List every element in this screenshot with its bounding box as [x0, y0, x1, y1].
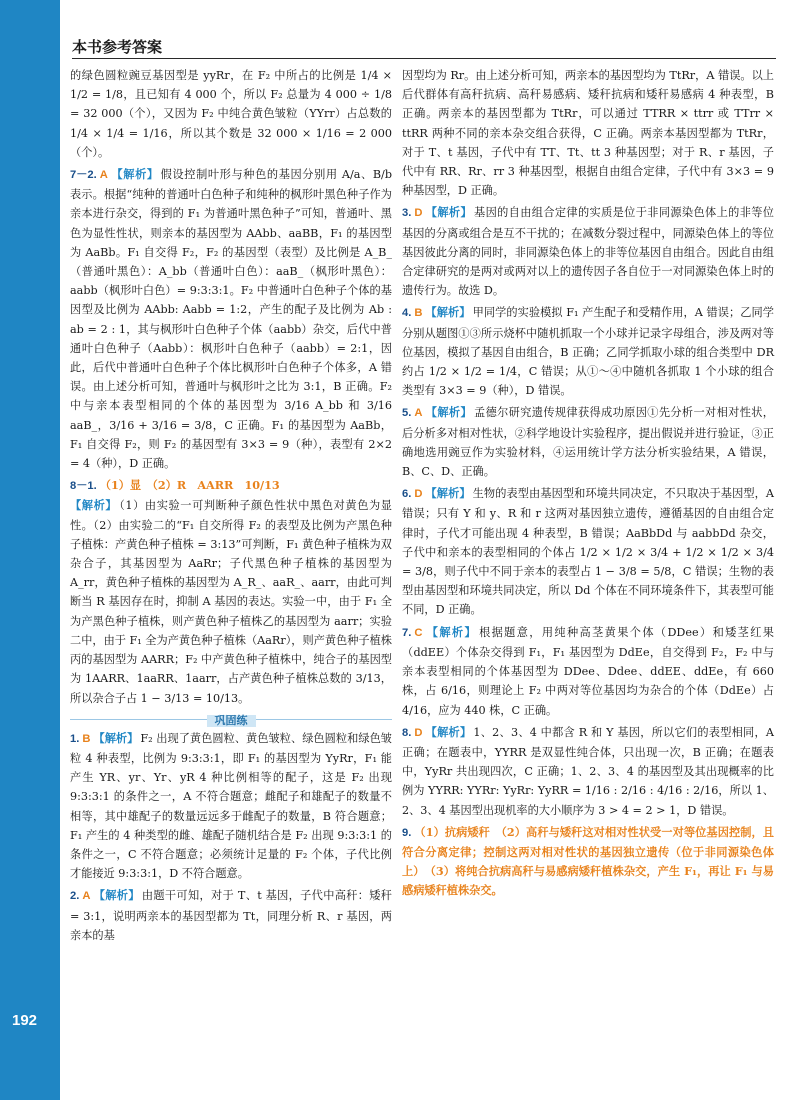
section-divider — [70, 711, 392, 727]
answer-3: 3. D 【解析】 基因的自由组合定律的实质是位于非同源染色体上的非等位基因的分离或组合是互不干扰的；在减数分裂过程中，同源染色体上的等位基因彼此分离的同时，非同源染色体上的非等位基因自由组合。因此自由组合定律研究的是两对或两对以上的遗传因子各自位于一对同源染色体上时的遗传行为。故选 D。 — [402, 205, 774, 298]
answer-8-1: 8－1. （1）显 （2）R AARR 10/13 — [70, 478, 280, 493]
answer-8: 8. D 【解析】 1、2、3、4 中都含 R 和 Y 基因，所以它们的表型相同，A 正确；在题表中，YYRR 是双显性纯合体，只出现一次，B 正确；在题表中，YyRr 共出现四次，C 正确；1、2、3、4 的基因型及其出现概率的比例为 YYRR: YYRr: YyRr: YyRR = 1/16 : 2/16 : 4/16 : 2/16，所以 1、2、3、4 基因型出现机率的大小顺序为 3 > 4 = 2 > 1，D 错误。 — [402, 724, 774, 817]
answer-7-2: 7－2. A 【解析】 假设控制叶形与种色的基因分别用 A/a、B/b 表示。根据“纯种的普通叶白色种子和纯种的枫形叶黑色种子作为亲本进行杂交，得到的 F₁ 为普通叶黑色种子”可知，普通叶、黑色为显性性状，则亲本的基因型为 AAbb、aaBB，F₁ 的基因型为 AaBb。F₁ 自交得 F₂，F₂ 的基因型（表型）及比例是 A_B_（普通叶黑色）：A_bb（普通叶白色）：aaB_（枫形叶黑色）：aabb（枫形叶白色）= 9:3:3:1。F₂ 中普通叶白色种子个体的基因型及比例为 AAbb: Aabb = 1:2，产生的配子及比例为 Ab : ab = 2 : 1，其与枫形叶白色种子个体（aabb）杂交，后代中普通叶白色种子（Aabb）：枫形叶白色种子（aabb）= 2:1，因此，后代中普通叶白色种子个体比枫形叶白色种子个体多，A 错误。由上述分析可知，普通叶与枫形叶之比为 3:1，B 正确。F₂ 中与亲本表型相同的个体的基因型为 3/16 A_bb 和 3/16 aaB_，3/16 + 3/16 = 3/8，C 正确。F₁ 的基因型为 AaBb，F₁ 自交得 F₂，则 F₂ 的基因型有 3×3 = 9（种），表型有 2×2 = 4（种），D 正确。 — [70, 167, 392, 471]
answer-5: 5. A 【解析】 孟德尔研究遗传规律获得成功原因①先分析一对相对性状，后分析多对相对性状，②科学地设计实验程序，提出假说并进行验证，③正确地选用豌豆作为实验材料，④运用统计学方法分析实验结果，A 错误，B、C、D、正确。 — [402, 405, 774, 479]
page-number: 192 — [12, 1012, 38, 1029]
left-column — [70, 66, 392, 945]
header-title: 本书参考答案 — [72, 39, 163, 56]
paragraph-continued-right: 因型均为 Rr。由上述分析可知，两亲本的基因型均为 TtRr，A 错误。以上后代群体有高秆抗病、高秆易感病、矮秆抗病和矮秆易感病 4 种表型，B 正确。两亲本的基因型都为 TtRr，可以通过 TTRR × ttrr 或 TTrr × ttRR 两种不同的亲本杂交组合获得，C 正确。两亲本基因型都为 TtRr，对于 T、t 基因，子代中有 TT、Tt、tt 3 种基因型；对于 R、r 基因，子代中有 RR、Rr、rr 3 种基因型，根据自由组合定律，子代中有 3×3 = 9 种基因型，D 正确。 — [402, 69, 774, 198]
answer-4: 4. B 【解析】 甲同学的实验模拟 F₁ 产生配子和受精作用，A 错误；乙同学分别从题图①③所示烧杯中随机抓取一个小球并记录字母组合，涉及两对等位基因，模拟了基因自由组合，B 正确；乙同学抓取小球的组合类型中 DR 约占 1/2 × 1/2 = 1/4，C 错误；从①～④中随机各抓取 1 个小球的组合类型有 3×3 = 9（种），D 错误。 — [402, 305, 774, 398]
page-side-band — [0, 0, 60, 1100]
paragraph-continued: 的绿色圆粒豌豆基因型是 yyRr，在 F₂ 中所占的比例是 1/4 × 1/2 = 1/8，且已知有 4 000 个，所以 F₂ 总量为 4 000 ÷ 1/8 = 32 000（个），又因为 F₂ 中纯合黄色皱粒（YYrr）占总数的 1/4 × 1/4 = 1/16，所以其个数是 32 000 × 1/16 = 2 000（个）。 — [70, 69, 392, 159]
answer-9: 9. （1）抗病矮秆 （2）高秆与矮秆这对相对性状受一对等位基因控制，且符合分离定律；控制这两对相对性状的基因独立遗传（位于非同源染色体上） （3）将纯合抗病高秆与易感病矮秆植株杂交，产生 F₁，再让 F₁ 与易感病矮秆植株杂交。 — [402, 824, 774, 898]
answer-c1: 1. B 【解析】 F₂ 出现了黄色圆粒、黄色皱粒、绿色圆粒和绿色皱粒 4 种表型，比例为 9:3:3:1，即 F₁ 的基因型为 YyRr，F₁ 能产生 YR、yr、Yr、yR 4 种比例相等的配子，这是 F₂ 出现 9:3:3:1 的条件之一，A 不符合题意；雌配子和雄配子的数量不相等，其中雄配子的数量远远多于雌配子的数量，B 符合题意；F₁ 产生的 4 种类型的雌、雄配子随机结合是 F₂ 出现 9:3:3:1 的条件之一，C 不符合题意；必须统计足量的 F₂ 个体，子代比例才能接近 9:3:3:1，D 不符合题意。 — [70, 730, 392, 881]
answer-8-1-explain: 【解析】 （1）由实验一可判断种子颜色性状中黑色对黄色为显性。（2）由实验二的“F₁ 自交所得 F₂ 的表型及比例为产黑色种子植株：产黄色种子植株 = 3:13”可判断，F₁ 黄色种子植株为双杂合子，其基因型为 AaRr；子代黑色种子植株的基因型为 A_rr，黄色种子植株的基因型为 A_R_、aaR_、aarr，由此可判断当 R 基因存在时，抑制 A 基因的表达。实验一中，由于 F₁ 全为产黑色种子植株，则产黄色种子植株乙的基因型为 aarr；实验二中，由于 F₁ 全为产黄色种子植株（AaRr），则产黄色种子植株丙的基因型为 AARR；F₂ 中产黄色种子植株中，纯合子的基因型为 1AARR、1aaRR、1aarr，占产黄色种子植株总数的 3/13，所以杂合子占 1 − 3/13 = 10/13。 — [70, 498, 392, 705]
section-label: 巩固练 — [207, 715, 256, 727]
answer-c2: 2. A 【解析】 由题干可知，对于 T、t 基因，子代中高秆：矮秆 = 3:1，说明两亲本的基因型都为 Tt，同理分析 R、r 基因，两亲本的基 — [70, 888, 392, 942]
right-column — [402, 66, 774, 901]
answer-7: 7. C 【解析】 根据题意，用纯种高茎黄果个体（DDee）和矮茎红果（ddEE）个体杂交得到 F₁，F₁ 基因型为 DdEe，自交得到 F₂，F₂ 中与亲本表型相同的个体基因型为 DDee、Ddee、ddEE、ddEe，有 660 株，占 6/16，则理论上 F₂ 中两对等位基因均为杂合的个体（DdEe）占 4/16，应为 440 株，C 正确。 — [402, 624, 774, 717]
header-rule — [72, 58, 776, 59]
answer-6: 6. D 【解析】 生物的表型由基因型和环境共同决定，不只取决于基因型，A 错误；只有 Y 和 y、R 和 r 这两对基因独立遗传，遵循基因的自由组合定律时，子代才可能出现 4 种表型，B 错误；AaBbDd 与 aabbDd 杂交，子代中和亲本的表型相同的个体占 1/2 × 1/2 × 3/4 + 1/2 × 1/2 × 3/4 = 3/8，则子代中不同于亲本的表型占 1 − 3/8 = 5/8，C 错误；生物的表型由基因型和环境共同决定，所以 Dd 个体在不同环境条件下，其表型可能不同，D 正确。 — [402, 486, 774, 617]
